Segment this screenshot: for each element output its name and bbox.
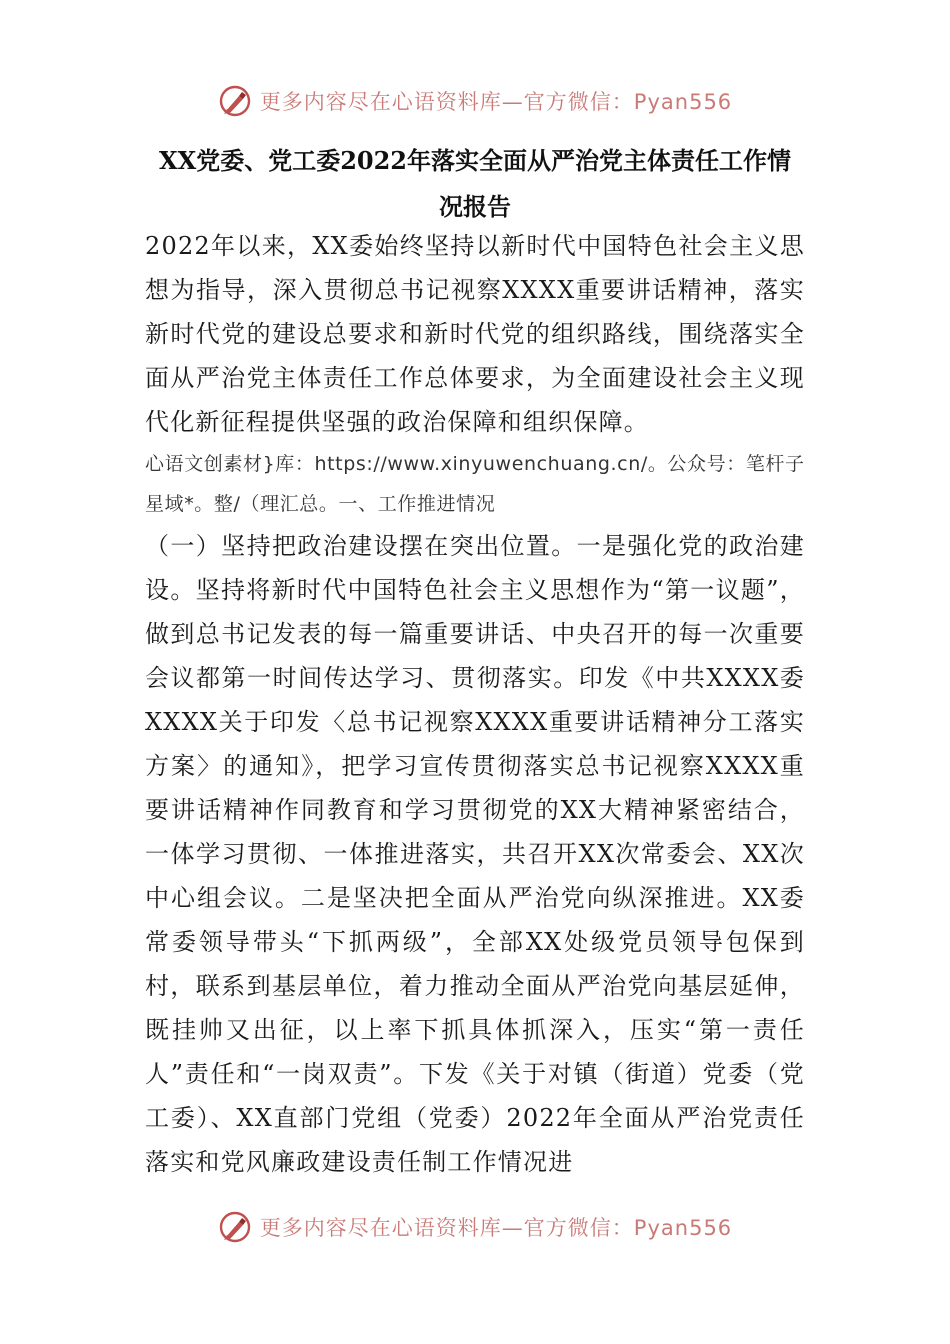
title-line-2: 况报告: [439, 192, 511, 221]
pen-logo-icon: [218, 1210, 252, 1244]
footer-watermark-banner: [0, 1210, 950, 1244]
banner-text: 更多内容尽在心语资料库—官方微信：Pyan556: [259, 90, 733, 114]
header-watermark-banner: [0, 84, 950, 118]
section-1-paragraph: （一）坚持把政治建设摆在突出位置。一是强化党的政治建设。坚持将新时代中国特色社会主义思想作为“第一议题”，做到总书记发表的每一篇重要讲话、中央召开的每一次重要会议都第一时间传达学习、贯彻落实。印发《中共XXXX委XXXX关于印发〈总书记视察XXXX重要讲话精神分工落实方案〉的通知》，把学习宣传贯彻落实总书记视察XXXX重要讲话精神作同教育和学习贯彻党的XX大精神紧密结合，一体学习贯彻、一体推进落实，共召开XX次常委会、XX次中心组会议。二是坚决把全面从严治党向纵深推进。XX委常委领导带头“下抓两级”，全部XX处级党员领导包保到村，联系到基层单位，着力推动全面从严治党向基层延伸，既挂帅又出征，以上率下抓具体抓深入，压实“第一责任人”责任和“一岗双责”。下发《关于对镇（街道）党委（党工委）、XX直部门党组（党委）2022年全面从严治党责任落实和党风廉政建设责任制工作情况进: [145, 532, 805, 1176]
banner-text: 更多内容尽在心语资料库—官方微信：Pyan556: [259, 1216, 733, 1240]
source-note: 心语文创素材}库：https://www.xinyuwenchuang.cn/。公众号：笔杆子星域*。整/（理汇总。一、工作推进情况: [145, 453, 805, 515]
document-body: [145, 224, 805, 1184]
intro-paragraph: 2022年以来，XX委始终坚持以新时代中国特色社会主义思想为指导，深入贯彻总书记视察XXXX重要讲话精神，落实新时代党的建设总要求和新时代党的组织路线，围绕落实全面从严治党主体责任工作总体要求，为全面建设社会主义现代化新征程提供坚强的政治保障和组织保障。: [145, 232, 805, 436]
pen-logo-icon: [218, 84, 252, 118]
title-line-1: XX党委、党工委2022年落实全面从严治党主体责任工作情: [158, 146, 792, 175]
document-title: [145, 138, 805, 230]
